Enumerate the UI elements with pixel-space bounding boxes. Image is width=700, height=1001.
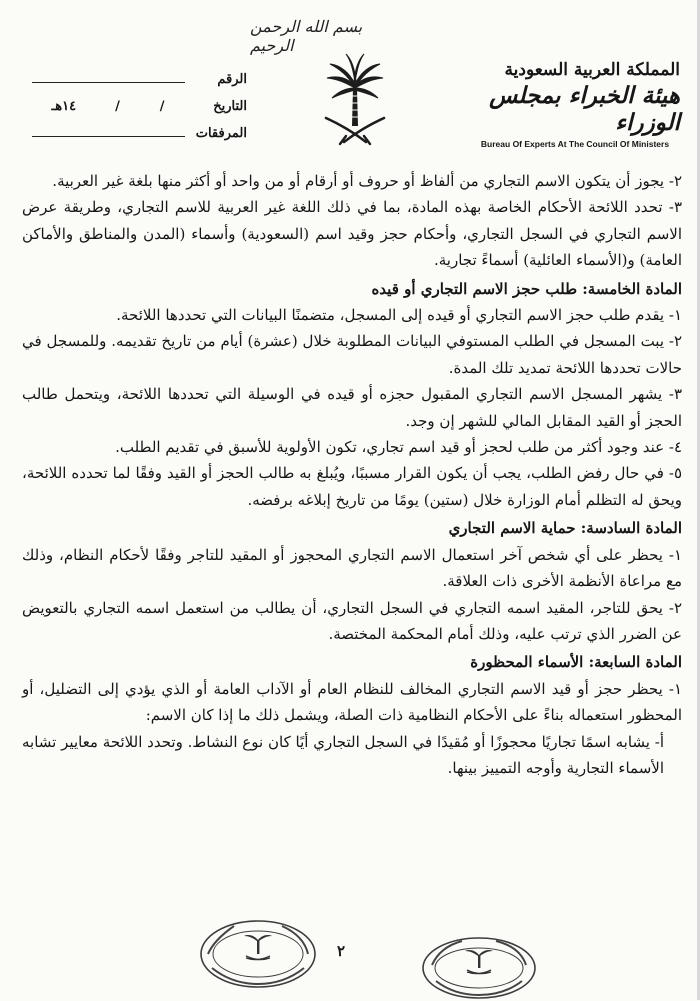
palm-and-crossed-swords-emblem [318,48,392,148]
kingdom-name: المملكة العربية السعودية [504,60,680,80]
organization-name-arabic: هيئة الخبراء بمجلس الوزراء [489,82,680,136]
clause-paragraph: ٢- يجوز أن يتكون الاسم التجاري من ألفاظ أو حروف أو أرقام أو من واحد أو أكثر منها بلغة غير العربية. [52,172,682,190]
organization-block [470,60,680,149]
organization-name-english: Bureau Of Experts At The Council Of Ministers [480,139,670,149]
clause-paragraph: ١- يقدم طلب حجز الاسم التجاري أو قيده إلى المسجل، متضمنًا البيانات التي تحددها اللائحة. [116,306,682,325]
sub-clause-paragraph: أ- يشابه اسمًا تجاريًا محجوزًا أو مُقيدًا في السجل التجاري أيًا كان نوع النشاط. وتحدد اللائحة معايير تشابه الأسماء التجارية وأوجه التمييز بينها. [22,732,664,777]
article-heading: المادة السادسة: حماية الاسم التجاري [448,519,682,538]
date-year: ١٤هـ [51,99,77,114]
clause-paragraph: ١- يحظر على أي شخص آخر استعمال الاسم التجاري المحجوز أو المقيد للتاجر وفقًا لأحكام النظام، وذلك مع مراعاة الأنظمة الأخرى ذات العلاقة. [22,545,682,591]
official-seal-stamp-left [198,918,318,990]
date-value [32,99,185,114]
attachments-row [32,120,247,147]
clause-paragraph: ٤- عند وجود أكثر من طلب لحجز أو قيد اسم تجاري، تكون الأولوية للأسبق في تقديم الطلب. [115,438,682,457]
clause-paragraph: ٣- تحدد اللائحة الأحكام الخاصة بهذه المادة، بما في ذلك اللغة غير العربية للاسم التجاري، وطريقة عرض الاسم التجاري في السجل التجاري، وأحكام حجز وقيد اسم (السعودية) وأسماء (المدن والمناطق والأماكن العامة) و(الأسماء العائلية) أسماءً تجارية. [22,198,682,270]
reference-number-line [32,82,185,83]
document-body [22,168,682,781]
attachments-label: المرفقات [195,126,247,141]
clause-paragraph: ٣- يشهر المسجل الاسم التجاري المقبول حجزه أو قيده في الوسيلة التي تحددها اللائحة، ويتحمل طالب الحجز أو القيد المقابل المالي للشهر إن وجد. [22,385,682,430]
reference-number-label: الرقم [217,72,247,87]
article-heading: المادة السابعة: الأسماء المحظورة [470,653,682,672]
clause-paragraph: ١- يحظر حجز أو قيد الاسم التجاري المخالف للنظام العام أو الآداب العامة أو الذي يؤدي إلى التضليل، أو المحظور استعماله بناءً على الأحكام النظامية ذات الصلة، ويشمل ذلك ما إذا كان الاسم: [22,679,682,725]
date-separator: / [115,99,121,114]
clause-paragraph: ٥- في حال رفض الطلب، يجب أن يكون القرار مسببًا، ويُبلغ به طالب الحجز أو القيد وفقًا لما تحدده اللائحة، ويحق له التظلم أمام الوزارة خلال (ستين) يومًا من تاريخ إبلاغه برفضه. [22,464,682,509]
date-separator: / [159,99,166,114]
date-row [32,93,247,120]
basmala-calligraphy: بسم الله الرحمن الرحيم [250,17,363,55]
letter-meta-block [32,66,247,147]
attachments-line [32,136,185,137]
page-number: ٢ [337,942,346,960]
date-label: التاريخ [213,99,247,114]
clause-paragraph: ٢- يحق للتاجر، المقيد اسمه التجاري في السجل التجاري، أن يطالب من استعمل اسمه التجاري بالتعويض عن الضرر الذي ترتب عليه، وذلك أمام المحكمة المختصة. [22,598,682,643]
reference-number-row [32,66,247,93]
official-seal-stamp-right [420,935,538,1001]
article-heading: المادة الخامسة: طلب حجز الاسم التجاري أو قيده [371,279,682,298]
clause-paragraph: ٢- يبت المسجل في الطلب المستوفي البيانات المطلوبة خلال (عشرة) أيام من تاريخ تقديمه. وللمسجل في حالات تحددها اللائحة تمديد تلك المدة. [22,332,682,377]
